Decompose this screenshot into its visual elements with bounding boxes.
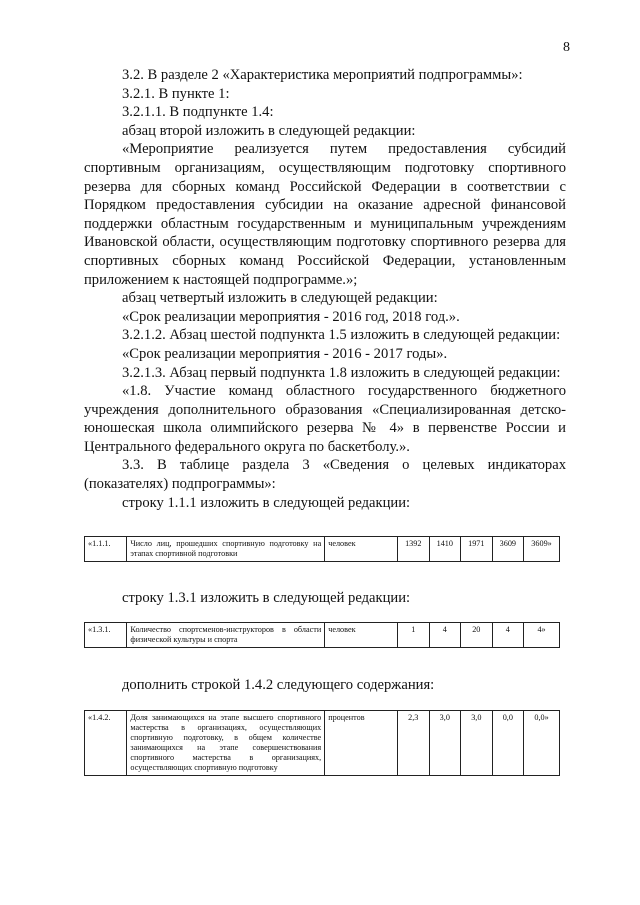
indicator-table-1-4-2 (84, 710, 560, 776)
row-value: 1410 (429, 537, 461, 562)
row-value: 0,0 (492, 711, 524, 776)
paragraph: 3.2.1. В пункте 1: (122, 85, 230, 102)
paragraph: 3.2. В разделе 2 «Характеристика мероприятий подпрограммы»: (122, 67, 523, 83)
page-number: 8 (563, 40, 570, 55)
paragraph: «Мероприятие реализуется путем предоставления субсидий спортивным организациям, осуществляющим подготовку спортивного резерва для сборных команд Российской Федерации в соответствии с Порядком предоставления субсидии на оказание адресной финансовой поддержки областным государственным и муниципальным учреждениям Ивановской области, осуществляющим подготовку спортивного резерва для спортивных сборных команд Российской Федерации, установленным приложением к настоящей подпрограмме.»; (84, 141, 566, 288)
paragraph: дополнить строкой 1.4.2 следующего содержания: (122, 677, 435, 693)
row-description: Число лиц, прошедших спортивную подготовку на этапах спортивной подготовки (127, 537, 325, 562)
paragraph: 3.2.1.3. Абзац первый подпункта 1.8 изложить в следующей редакции: (122, 364, 561, 381)
row-unit: человек (325, 537, 398, 562)
paragraph: абзац четвертый изложить в следующей редакции: (122, 290, 438, 307)
row-number: «1.1.1. (85, 537, 127, 562)
table-row (85, 537, 560, 562)
paragraph: «Срок реализации мероприятия - 2016 - 2017 годы». (122, 345, 448, 362)
paragraph: строку 1.1.1 изложить в следующей редакции: (122, 494, 411, 511)
heading-row-1-4-2 (84, 676, 566, 695)
row-value: 4 (429, 623, 461, 648)
row-value: 2,3 (398, 711, 430, 776)
row-unit: процентов (325, 711, 398, 776)
row-value: 4 (492, 623, 524, 648)
paragraph: 3.2.1.2. Абзац шестой подпункта 1.5 изложить в следующей редакции: (122, 327, 561, 344)
heading-row-1-3-1 (84, 589, 566, 608)
row-number: «1.4.2. (85, 711, 127, 776)
row-description: Доля занимающихся на этапе высшего спортивного мастерства в организациях, осуществляющих спортивную подготовку, в общем количестве занимающихся на этапе совершенствования спортивного мастерства в организациях, осуществляющих спортивную подготовку (127, 711, 325, 776)
paragraph: строку 1.3.1 изложить в следующей редакции: (122, 590, 411, 606)
row-value: 1392 (398, 537, 430, 562)
row-value: 3609 (492, 537, 524, 562)
row-value: 4» (524, 623, 560, 648)
row-value: 3609» (524, 537, 560, 562)
row-number: «1.3.1. (85, 623, 127, 648)
paragraph: «Срок реализации мероприятия - 2016 год, 2018 год.». (122, 308, 460, 325)
body-text (84, 66, 566, 512)
paragraph: «1.8. Участие команд областного государственного бюджетного учреждения дополнительного образования «Специализированная детско-юношеская школа олимпийского резерва № 4» в первенстве России и Центрального федерального округа по баскетболу.». (84, 383, 566, 455)
indicator-table-1-1-1 (84, 536, 560, 562)
row-value: 3,0 (429, 711, 461, 776)
paragraph: 3.2.1.1. В подпункте 1.4: (122, 104, 274, 121)
row-unit: человек (325, 623, 398, 648)
row-value: 20 (461, 623, 493, 648)
table-row (85, 711, 560, 776)
paragraph: 3.3. В таблице раздела 3 «Сведения о целевых индикаторах (показателях) подпрограммы»: (84, 457, 566, 493)
table-row (85, 623, 560, 648)
row-value: 1971 (461, 537, 493, 562)
row-value: 1 (398, 623, 430, 648)
row-value: 3,0 (461, 711, 493, 776)
row-description: Количество спортсменов-инструкторов в области физической культуры и спорта (127, 623, 325, 648)
paragraph: абзац второй изложить в следующей редакции: (122, 122, 416, 139)
row-value: 0,0» (524, 711, 560, 776)
indicator-table-1-3-1 (84, 622, 560, 648)
